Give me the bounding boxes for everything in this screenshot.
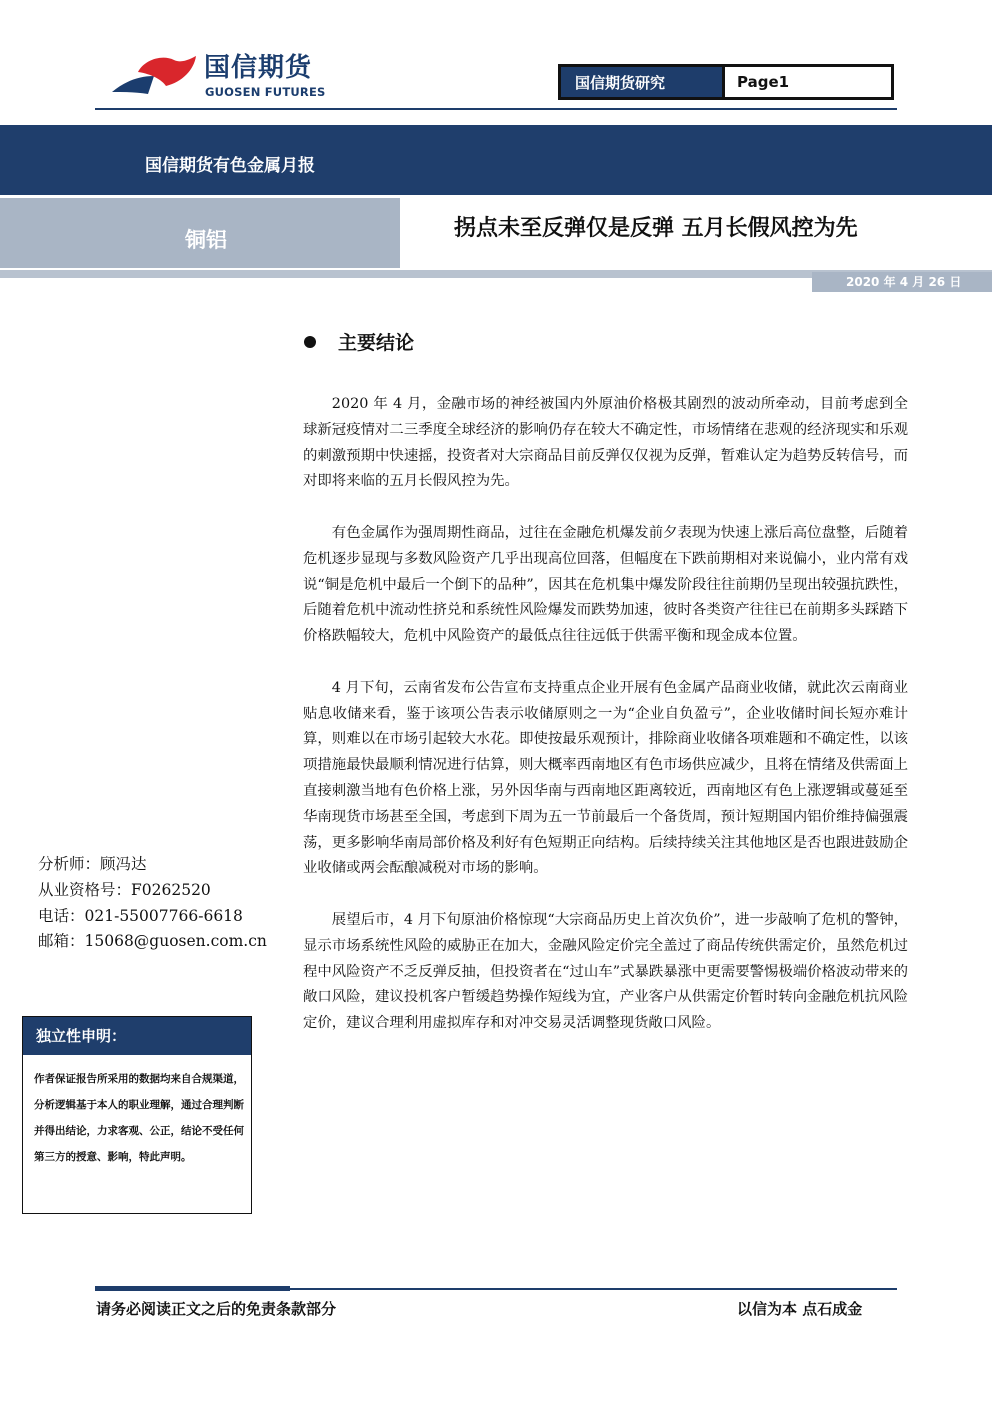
- analyst-info: [38, 852, 267, 955]
- page-number-label: Page1: [737, 73, 790, 91]
- analyst-license: 从业资格号：F0262520: [38, 880, 211, 899]
- analyst-phone: 电话：021-55007766-6618: [38, 906, 243, 925]
- footer-slogan: 以信为本 点石成金: [737, 1300, 863, 1318]
- report-headline: 拐点未至反弹仅是反弹 五月长假风控为先: [454, 215, 858, 241]
- bullet-icon: [304, 336, 316, 348]
- footer-disclaimer-note: 请务必阅读正文之后的免责条款部分: [96, 1300, 337, 1318]
- analyst-name: 分析师：顾冯达: [38, 855, 147, 873]
- main-body: [303, 392, 908, 1063]
- independence-text: 作者保证报告所采用的数据均来自合规渠道，分析逻辑基于本人的职业理解，通过合理判断并得出结论，力求客观、公正，结论不受任何第三方的授意、影响，特此声明。: [34, 1073, 244, 1163]
- body-paragraph: 4 月下旬，云南省发布公告宣布支持重点企业开展有色金属产品商业收储，就此次云南商业贴息收储来看，鉴于该项公告表示收储原则之一为“企业自负盈亏”，企业收储时间长短亦难计算，则难以在市场引起较大水花。即使按最乐观预计，排除商业收储各项难题和不确定性，以该项措施最快最顺利情况进行估算，则大概率西南地区有色市场供应减少，且将在情绪及供需面上直接刺激当地有色价格上涨，另外因华南与西南地区距离较近，西南地区有色上涨逻辑或蔓延至华南现货市场甚至全国，考虑到下周为五一节前最后一个备货周，预计短期国内铝价维持偏强震荡，更多影响华南局部价格及利好有色短期正向结构。后续持续关注其他地区是否也跟进鼓励企业收储或两会酝酿减税对市场的影响。: [303, 679, 908, 877]
- body-paragraph: 有色金属作为强周期性商品，过往在金融危机爆发前夕表现为快速上涨后高位盘整，后随着危机逐步显现与多数风险资产几乎出现高位回落，但幅度在下跌前期相对来说偏小，业内常有戏说“铜是危机中最后一个倒下的品种”，因其在危机集中爆发阶段往往前期仍呈现出较强抗跌性，后随着危机中流动性挤兑和系统性风险爆发而跌势加速，彼时各类资产往往已在前期多头踩踏下价格跌幅较大，危机中风险资产的最低点往往远低于供需平衡和现金成本位置。: [303, 524, 908, 645]
- tab-research-label: 国信期货研究: [561, 67, 725, 97]
- logo-english-name: GUOSEN FUTURES: [205, 85, 326, 99]
- body-paragraph: 展望后市，4 月下旬原油价格惊现“大宗商品历史上首次负价”，进一步敲响了危机的警钟，显示市场系统性风险的威胁正在加大，金融风险定价完全盖过了商品传统供需定价，虽然危机过程中风险资产不乏反弹反抽，但投资者在“过山车”式暴跌暴涨中更需要警惕极端价格波动带来的敞口风险，建议投机客户暂缓趋势操作短线为宜，产业客户从供需定价暂时转向金融危机抗风险定价，建议合理利用虚拟库存和对冲交易灵活调整现货敞口风险。: [303, 911, 908, 1032]
- header-tabs: [558, 64, 894, 100]
- analyst-email: 邮箱：15068@guosen.com.cn: [38, 932, 267, 951]
- report-date: 2020 年 4 月 26 日: [846, 275, 962, 289]
- section-title: 主要结论: [338, 332, 415, 354]
- guosen-logo-icon: [108, 52, 200, 104]
- footer-divider-accent: [95, 1286, 290, 1291]
- category-label: 铜铝: [185, 227, 227, 252]
- body-paragraph: 2020 年 4 月，金融市场的神经被国内外原油价格极其剧烈的波动所牵动，目前考虑到全球新冠疫情对二三季度全球经济的影响仍存在较大不确定性，市场情绪在悲观的经济现实和乐观的刺激预期中快速摇，投资者对大宗商品目前反弹仅仅视为反弹，暂难认定为趋势反转信号，而对即将来临的五月长假风控为先。: [303, 396, 908, 490]
- independence-title: 独立性申明：: [36, 1027, 127, 1045]
- report-name: 国信期货有色金属月报: [145, 156, 315, 176]
- header-divider: [95, 108, 897, 110]
- logo-chinese-name: 国信期货: [204, 53, 313, 83]
